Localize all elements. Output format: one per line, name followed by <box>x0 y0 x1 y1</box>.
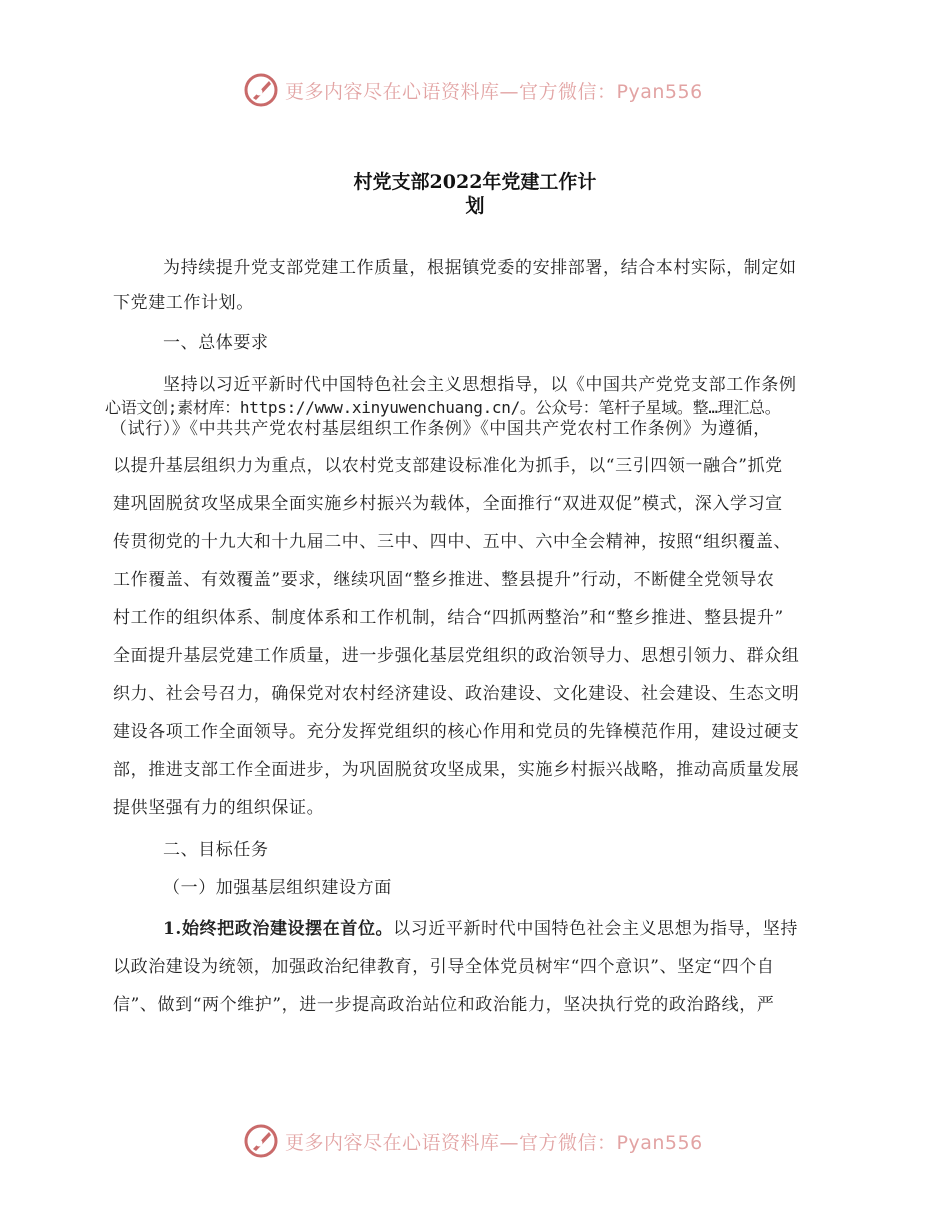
subsection-heading-1: （一）加强基层组织建设方面 <box>163 878 392 898</box>
body-line-10: 建设各项工作全面领导。充分发挥党组织的核心作用和党员的先锋模范作用，建设过硬支 <box>113 722 800 742</box>
watermark-text: 更多内容尽在心语资料库—官方微信：Pyan556 <box>285 80 703 103</box>
intro-line-2: 下党建工作计划。 <box>113 293 254 313</box>
body-line-4: 建巩固脱贫攻坚成果全面实施乡村振兴为载体，全面推行“双进双促”模式，深入学习宣 <box>113 494 783 514</box>
body-line-8: 全面提升基层党建工作质量，进一步强化基层党组织的政治领导力、思想引领力、群众组 <box>113 646 800 666</box>
body-line-1: 坚持以习近平新时代中国特色社会主义思想指导，以《中国共产党党支部工作条例 <box>163 375 797 395</box>
item-1-line-2: 以政治建设为统领，加强政治纪律教育，引导全体党员树牢“四个意识”、坚定“四个自 <box>113 957 775 977</box>
section-heading-2: 二、目标任务 <box>163 840 269 860</box>
title-line-2: 划 <box>465 195 485 217</box>
intro-line-1: 为持续提升党支部党建工作质量，根据镇党委的安排部署，结合本村实际，制定如 <box>163 258 797 278</box>
quill-seal-icon <box>243 1123 279 1159</box>
item-1-line-1 <box>163 910 798 948</box>
section-heading-1: 一、总体要求 <box>163 333 269 353</box>
body-line-6: 工作覆盖、有效覆盖”要求，继续巩固“整乡推进、整县提升”行动，不断健全党领导农 <box>113 570 775 590</box>
watermark-text: 更多内容尽在心语资料库—官方微信：Pyan556 <box>285 1131 703 1154</box>
body-line-7: 村工作的组织体系、制度体系和工作机制，结合“四抓两整治”和“整乡推进、整县提升” <box>113 608 784 628</box>
inserted-promo-note: 心语文创;素材库：https://www.xinyuwenchuang.cn/。公众号：笔杆子星域。整…理汇总。 <box>105 398 781 417</box>
body-line-11: 部，推进支部工作全面进步，为巩固脱贫攻坚成果，实施乡村振兴战略，推动高质量发展 <box>113 760 800 780</box>
body-line-5: 传贯彻党的十九大和十九届二中、三中、四中、五中、六中全会精神，按照“组织覆盖、 <box>113 532 792 552</box>
item-1-line-3: 信”、做到“两个维护”，进一步提高政治站位和政治能力，坚决执行党的政治路线，严 <box>113 995 775 1015</box>
body-line-3: 以提升基层组织力为重点，以农村党支部建设标准化为抓手，以“三引四领一融合”抓党 <box>113 456 783 476</box>
body-line-2: （试行）》《中共共产党农村基层组织工作条例》《中国共产党农村工作条例》为遵循， <box>110 419 771 439</box>
header-watermark <box>243 70 723 110</box>
body-line-9: 织力、社会号召力，确保党对农村经济建设、政治建设、文化建设、社会建设、生态文明 <box>113 684 800 704</box>
document-title <box>0 170 950 218</box>
footer-watermark <box>243 1121 723 1161</box>
body-line-12: 提供坚强有力的组织保证。 <box>113 798 325 818</box>
title-line-1: 村党支部2022年党建工作计 <box>353 171 597 193</box>
quill-seal-icon <box>243 72 279 108</box>
item-1-lead: 1.始终把政治建设摆在首位。 <box>163 919 394 939</box>
item-1-rest: 以习近平新时代中国特色社会主义思想为指导，坚持 <box>393 919 798 939</box>
